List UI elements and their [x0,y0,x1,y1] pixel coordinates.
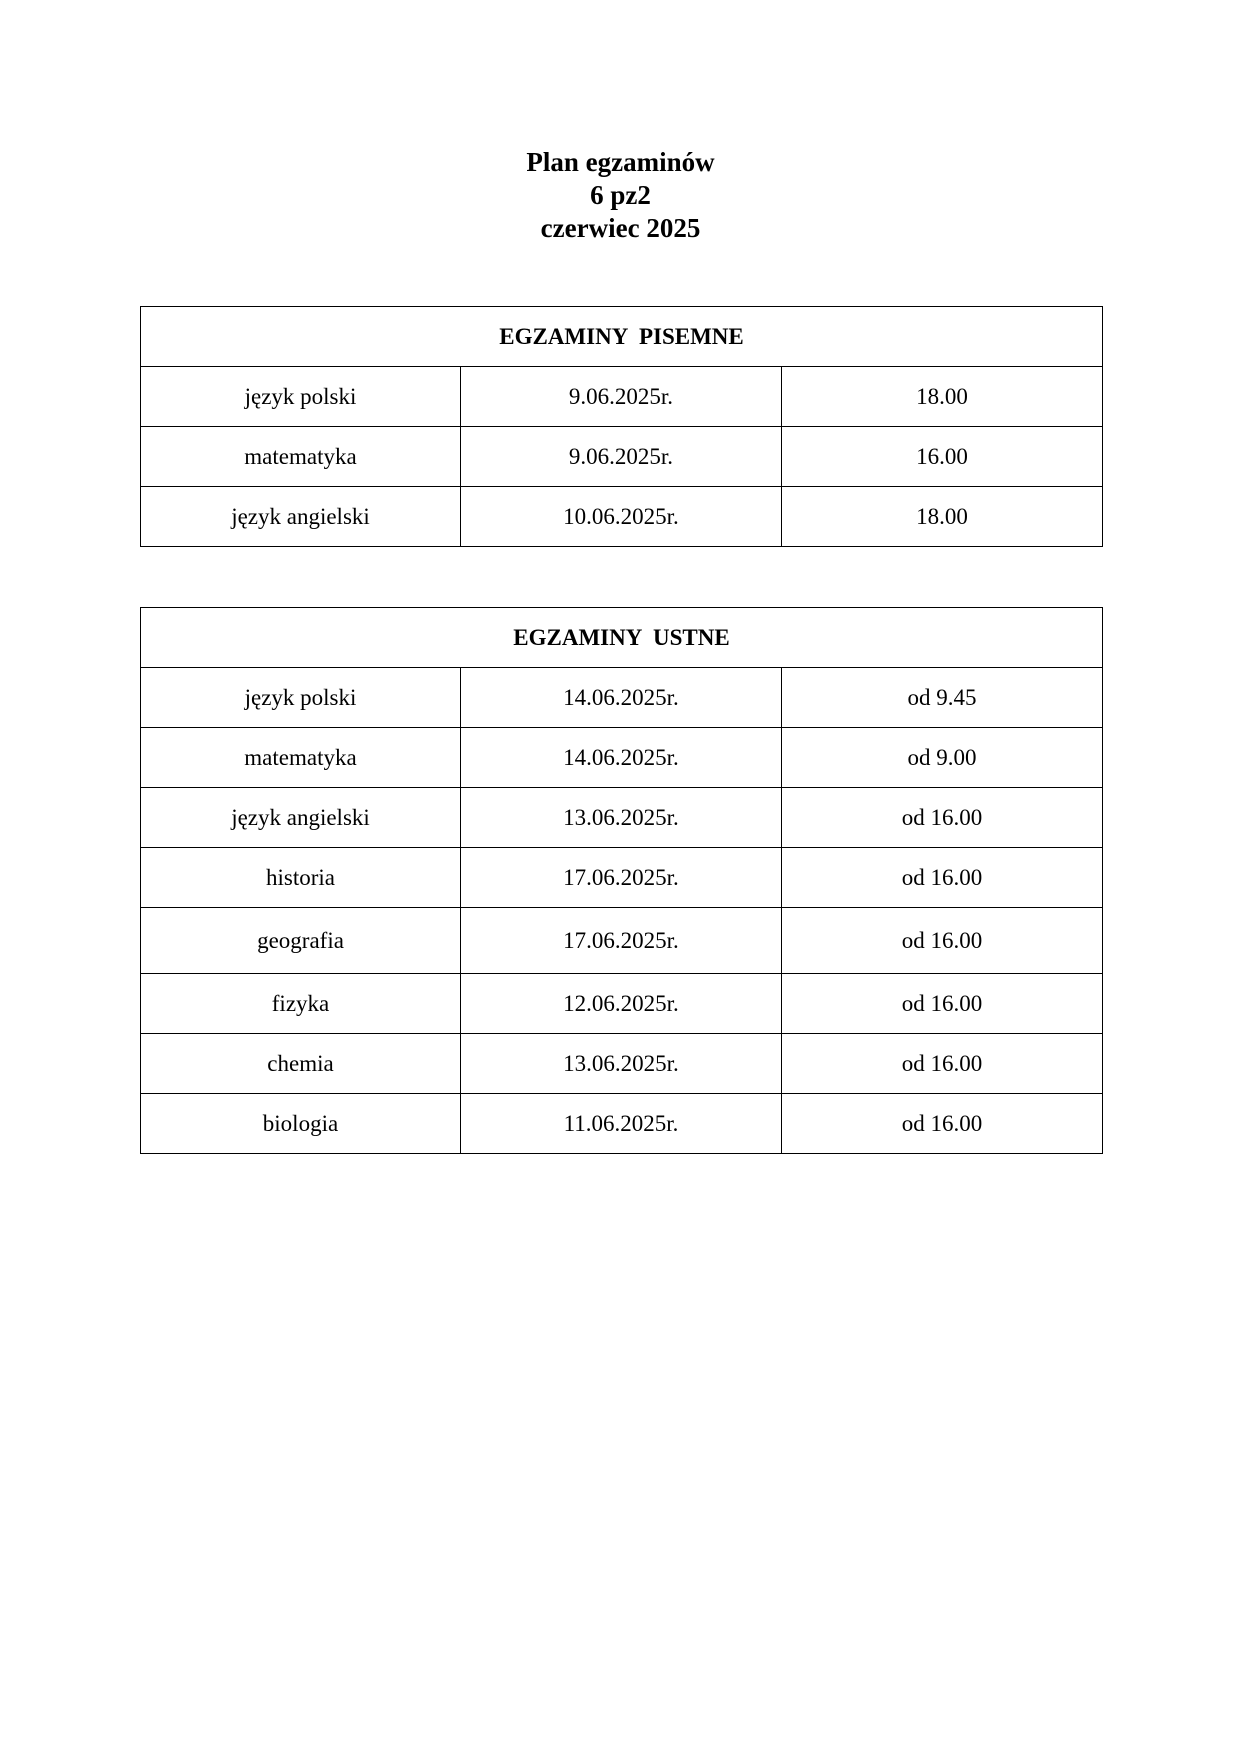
time-cell: od 9.45 [782,668,1103,728]
date-cell: 14.06.2025r. [461,728,782,788]
subject-cell: historia [141,848,461,908]
table-row [141,1094,1103,1154]
time-cell: od 16.00 [782,848,1103,908]
table-row [141,487,1103,547]
subject-cell: język polski [141,367,461,427]
subject-cell: fizyka [141,974,461,1034]
exam-period: czerwiec 2025 [540,213,701,243]
table-row [141,908,1103,974]
table-header-row [141,608,1103,668]
subject-cell: język angielski [141,788,461,848]
table-header: EGZAMINY PISEMNE [141,307,1103,367]
table-row [141,668,1103,728]
date-cell: 11.06.2025r. [461,1094,782,1154]
date-cell: 10.06.2025r. [461,487,782,547]
table-row [141,367,1103,427]
table-header: EGZAMINY USTNE [141,608,1103,668]
table-row [141,728,1103,788]
subject-cell: język angielski [141,487,461,547]
time-cell: od 9.00 [782,728,1103,788]
date-cell: 9.06.2025r. [461,427,782,487]
date-cell: 17.06.2025r. [461,848,782,908]
date-cell: 17.06.2025r. [461,908,782,974]
date-cell: 12.06.2025r. [461,974,782,1034]
table-row [141,848,1103,908]
table-row [141,788,1103,848]
table-row [141,1034,1103,1094]
table-row [141,427,1103,487]
time-cell: od 16.00 [782,788,1103,848]
date-cell: 13.06.2025r. [461,1034,782,1094]
subject-cell: matematyka [141,427,461,487]
subject-cell: geografia [141,908,461,974]
subject-cell: chemia [141,1034,461,1094]
time-cell: 16.00 [782,427,1103,487]
date-cell: 9.06.2025r. [461,367,782,427]
time-cell: od 16.00 [782,974,1103,1034]
page-title [0,146,1241,245]
time-cell: 18.00 [782,487,1103,547]
subject-cell: biologia [141,1094,461,1154]
date-cell: 14.06.2025r. [461,668,782,728]
subject-cell: matematyka [141,728,461,788]
table-row [141,974,1103,1034]
class-name: 6 pz2 [590,180,651,210]
time-cell: od 16.00 [782,1094,1103,1154]
subject-cell: język polski [141,668,461,728]
time-cell: 18.00 [782,367,1103,427]
oral-exams-table [140,607,1103,1154]
title-line: Plan egzaminów [526,147,715,177]
table-header-row [141,307,1103,367]
date-cell: 13.06.2025r. [461,788,782,848]
time-cell: od 16.00 [782,1034,1103,1094]
time-cell: od 16.00 [782,908,1103,974]
written-exams-table [140,306,1103,547]
